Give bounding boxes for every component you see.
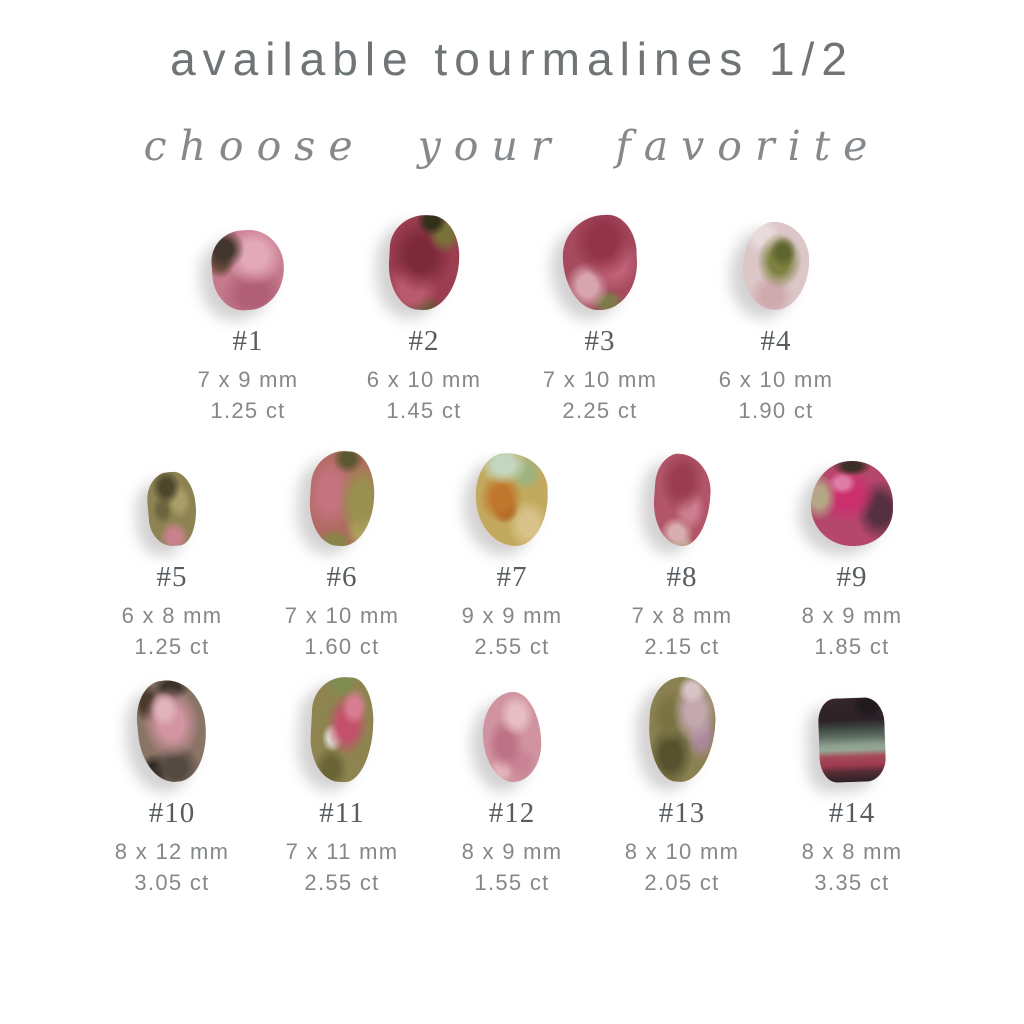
gem-dimensions: 9 x 9 mm [461,603,563,628]
gem-photo [427,446,597,546]
gem-item-3 [512,214,688,424]
gem-photo [257,446,427,546]
tourmaline-stone-image [481,691,544,784]
gem-dimensions: 8 x 8 mm [801,839,903,864]
gem-number: #6 [326,561,358,593]
gem-carat: 1.25 ct [210,398,286,423]
gem-photo [336,214,512,310]
gem-carat: 1.85 ct [814,634,890,659]
gem-number: #5 [156,561,188,593]
tourmaline-stone-image [651,452,713,548]
gem-number: #8 [666,561,698,593]
gem-carat: 1.60 ct [304,634,380,659]
gem-item-5 [87,446,257,660]
gem-item-12 [427,682,597,896]
gem-item-14 [767,682,937,896]
gem-item-10 [87,682,257,896]
tourmaline-stone-image [741,221,810,311]
tourmaline-stone-image [307,449,377,548]
gem-item-4 [688,214,864,424]
gem-number: #14 [828,797,876,829]
tourmaline-stone-image [561,214,638,312]
gem-photo [427,682,597,782]
gem-dimensions: 8 x 9 mm [801,603,903,628]
gem-dimensions: 7 x 10 mm [284,603,400,628]
tourmaline-stone-image [387,213,462,312]
gem-number: #11 [319,797,365,829]
gem-photo [767,682,937,782]
gem-row-1 [0,214,1024,424]
gem-dimensions: 6 x 8 mm [121,603,223,628]
page-title: available tourmalines 1/2 [170,33,854,85]
gem-number: #12 [488,797,536,829]
gem-dimensions: 8 x 12 mm [114,839,230,864]
gem-number: #1 [232,325,264,357]
gem-number: #13 [658,797,706,829]
gem-carat: 1.90 ct [738,398,814,423]
tourmaline-stone-image [818,697,887,783]
gem-photo [597,682,767,782]
gem-number: #2 [408,325,440,357]
gem-item-7 [427,446,597,660]
gem-item-1 [160,214,336,424]
gem-grid [0,214,1024,896]
gem-carat: 2.55 ct [304,870,380,895]
gem-photo [257,682,427,782]
gem-number: #7 [496,561,528,593]
gem-item-8 [597,446,767,660]
gem-dimensions: 7 x 8 mm [631,603,733,628]
gem-photo [87,682,257,782]
gem-item-9 [767,446,937,660]
gem-carat: 2.15 ct [644,634,720,659]
gem-carat: 3.05 ct [134,870,210,895]
gem-carat: 2.55 ct [474,634,550,659]
tourmaline-stone-image [145,470,199,548]
gem-dimensions: 7 x 9 mm [197,367,299,392]
gem-carat: 1.55 ct [474,870,550,895]
page-subtitle: choose your favorite [143,122,881,170]
gem-dimensions: 7 x 11 mm [285,839,399,864]
gem-photo [87,446,257,546]
gem-number: #10 [148,797,196,829]
gem-photo [688,214,864,310]
gem-carat: 1.25 ct [134,634,210,659]
gem-item-13 [597,682,767,896]
tourmaline-stone-image [811,461,893,546]
gem-dimensions: 7 x 10 mm [542,367,658,392]
gem-row-3 [0,682,1024,896]
gem-carat: 2.25 ct [562,398,638,423]
gem-item-6 [257,446,427,660]
gem-dimensions: 8 x 10 mm [624,839,740,864]
tourmaline-stone-image [646,675,717,783]
gem-photo [597,446,767,546]
gem-number: #9 [836,561,868,593]
tourmaline-stone-image [209,228,286,313]
gem-number: #3 [584,325,616,357]
gem-carat: 1.45 ct [386,398,462,423]
tourmaline-stone-image [474,452,549,547]
gem-carat: 3.35 ct [814,870,890,895]
gem-number: #4 [760,325,792,357]
gem-photo [160,214,336,310]
tourmaline-stone-image [308,675,375,783]
gem-row-2 [0,446,1024,660]
gem-dimensions: 8 x 9 mm [461,839,563,864]
gem-dimensions: 6 x 10 mm [366,367,482,392]
gem-dimensions: 6 x 10 mm [718,367,834,392]
tourmaline-stone-image [133,677,211,786]
gem-item-11 [257,682,427,896]
gem-item-2 [336,214,512,424]
gem-carat: 2.05 ct [644,870,720,895]
gem-photo [767,446,937,546]
gem-photo [512,214,688,310]
